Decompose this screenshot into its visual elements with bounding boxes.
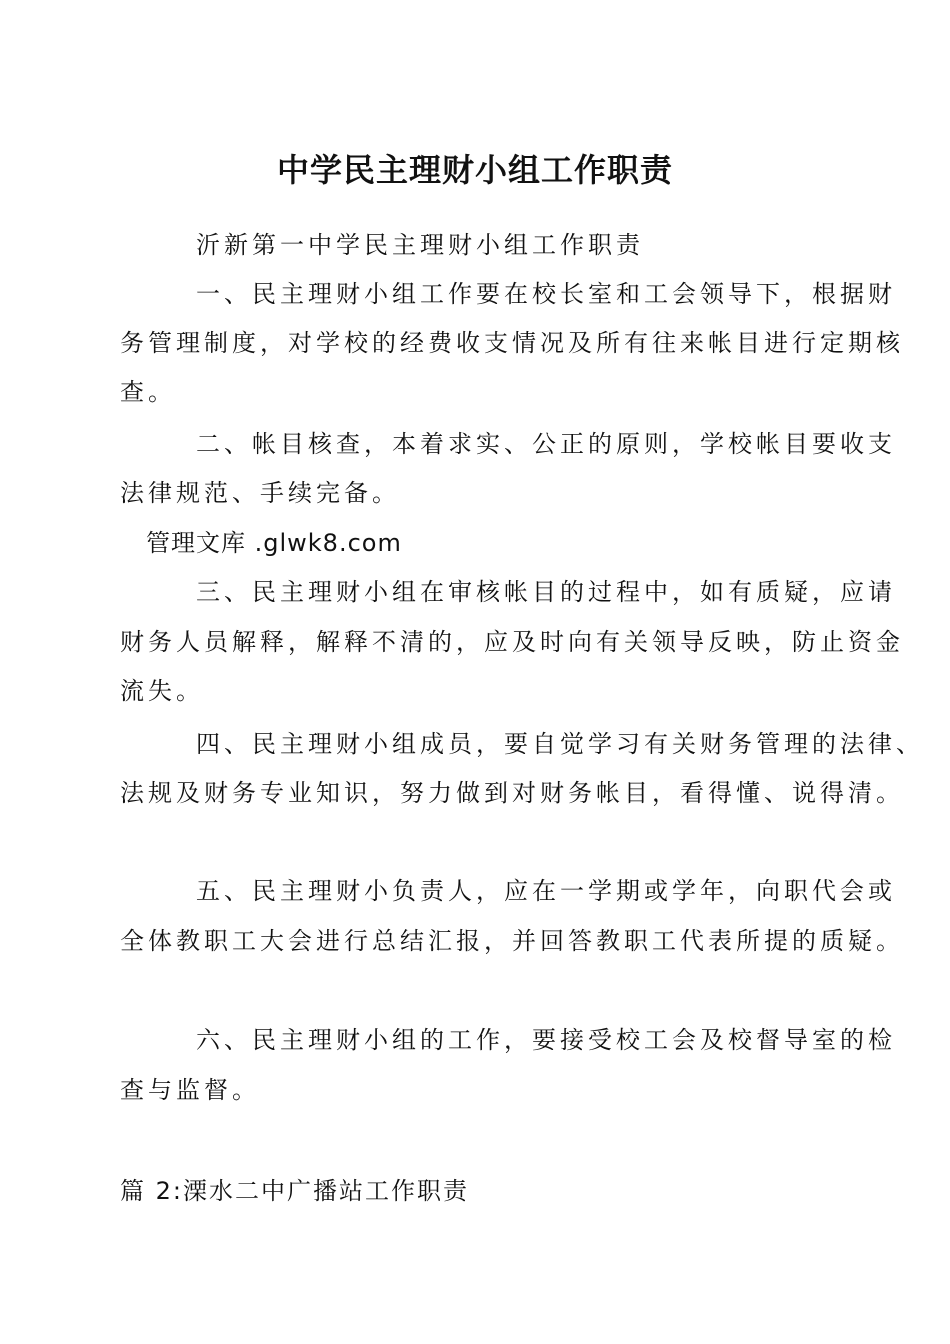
paragraph-3-line-3: 流失。 (120, 677, 204, 705)
document-subtitle: 沂新第一中学民主理财小组工作职责 (196, 231, 644, 259)
paragraph-2-line-1: 二、帐目核查，本着求实、公正的原则，学校帐目要收支 (196, 430, 896, 458)
paragraph-3-line-2: 财务人员解释，解释不清的，应及时向有关领导反映，防止资金 (120, 628, 904, 656)
paragraph-1-line-2: 务管理制度，对学校的经费收支情况及所有往来帐目进行定期核 (120, 329, 904, 357)
paragraph-4-line-1: 四、民主理财小组成员，要自觉学习有关财务管理的法律、 (196, 730, 924, 758)
paragraph-6-line-1: 六、民主理财小组的工作，要接受校工会及校督导室的检 (196, 1026, 896, 1054)
document-title: 中学民主理财小组工作职责 (276, 151, 673, 189)
paragraph-1-line-1: 一、民主理财小组工作要在校长室和工会领导下，根据财 (196, 280, 896, 308)
paragraph-3-line-1: 三、民主理财小组在审核帐目的过程中，如有质疑，应请 (196, 578, 896, 606)
paragraph-6-line-2: 查与监督。 (120, 1076, 260, 1104)
paragraph-5-line-1: 五、民主理财小负责人，应在一学期或学年，向职代会或 (196, 877, 896, 905)
paragraph-2-line-2: 法律规范、手续完备。 (120, 479, 400, 507)
watermark-site-text: 管理文库 .glwk8.com (146, 529, 402, 557)
paragraph-5-line-2: 全体教职工大会进行总结汇报，并回答教职工代表所提的质疑。 (120, 927, 904, 955)
paragraph-4-line-2: 法规及财务专业知识，努力做到对财务帐目，看得懂、说得清。 (120, 779, 904, 807)
paragraph-1-line-3: 查。 (120, 378, 176, 406)
next-section-heading: 篇 2:溧水二中广播站工作职责 (120, 1177, 469, 1205)
